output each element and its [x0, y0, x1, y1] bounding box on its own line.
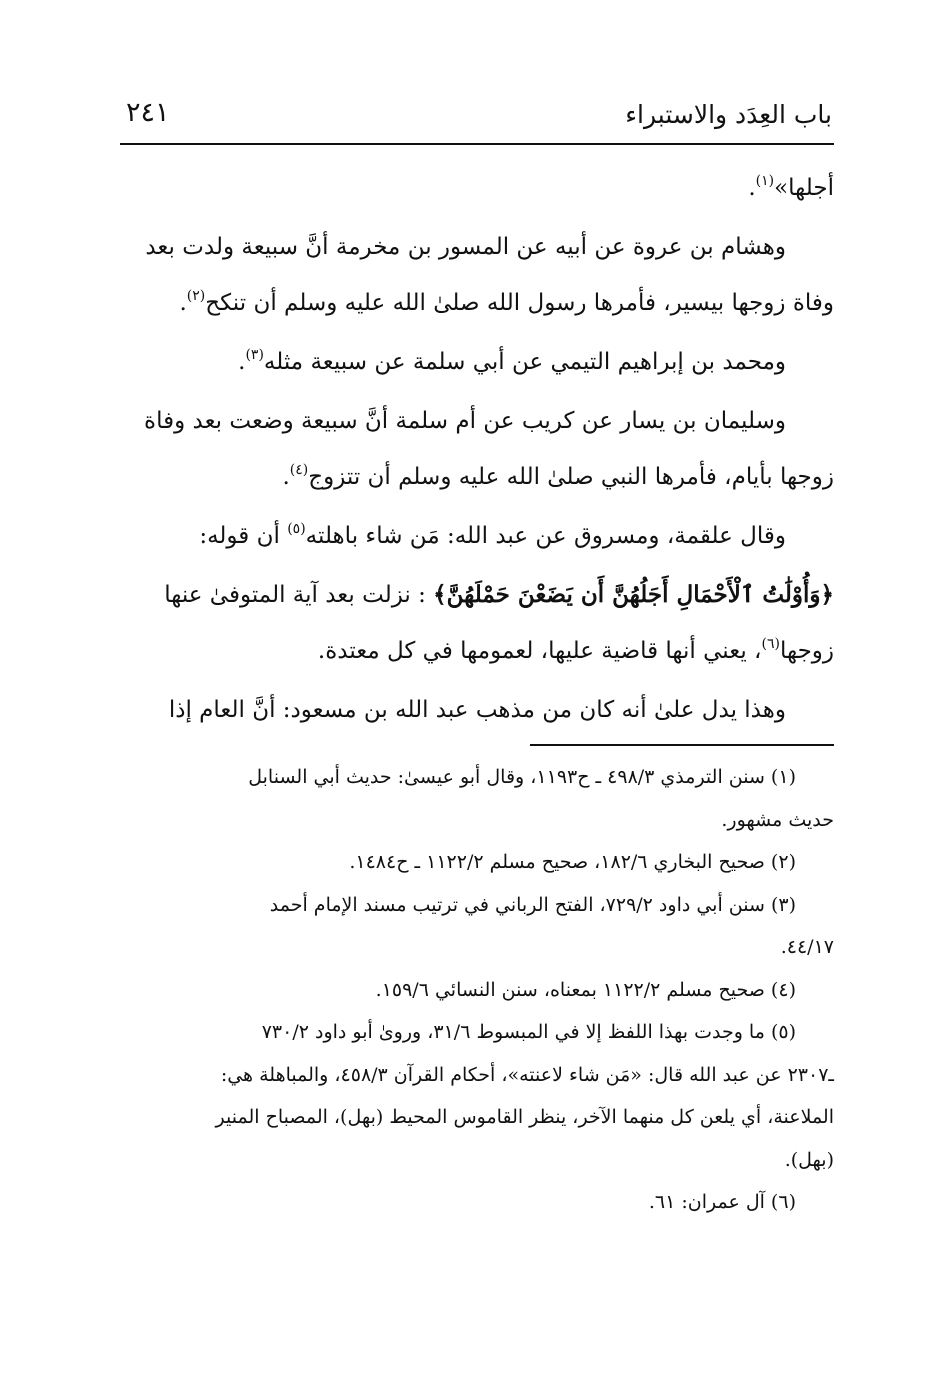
footnote-line: حديث مشهور.	[721, 808, 834, 831]
footnote-ref: (٥)	[287, 521, 306, 537]
footnote-line: (٦) آل عمران: ٦١.	[648, 1191, 796, 1213]
text-line: أجلها»$^{(١)}$.	[748, 173, 834, 201]
footnote-line: (١) سنن الترمذي ٤٩٨/٣ ـ ح١١٩٣، وقال أبو عيسىٰ: حديث أبي السنابل	[248, 766, 796, 788]
footnote-line: ٤٤/١٧.	[780, 936, 834, 958]
footnote-line: (٤) صحيح مسلم ١١٢٢/٢ بمعناه، سنن النسائي ١٥٩/٦.	[375, 978, 796, 1001]
footnote-line: (٥) ما وجدت بهذا اللفظ إلا في المبسوط ٣١/٦، وروىٰ أبو داود ٧٣٠/٢	[261, 1021, 796, 1043]
footnote-line: ـ٢٣٠٧ عن عبد الله قال: «مَن شاء لاعنته»، أحكام القرآن ٤٥٨/٣، والمباهلة هي:	[220, 1063, 834, 1086]
text-line: وهذا يدل علىٰ أنه كان من مذهب عبد الله بن مسعود: أنَّ العام إذا	[168, 697, 786, 723]
footnote-line: (٣) سنن أبي داود ٧٢٩/٢، الفتح الرباني في ترتيب مسند الإمام أحمد	[269, 893, 796, 916]
page-number: ٢٤١	[126, 97, 170, 128]
text-line: زوجها بأيام، فأمرها النبي صلىٰ الله عليه وسلم أن تتزوج$^{(٤)}$.	[282, 462, 834, 490]
footnotes	[118, 756, 834, 1224]
footnote-line: الملاعنة، أي يلعن كل منهما الآخر، ينظر القاموس المحيط (بهل)، المصباح المنير	[215, 1106, 834, 1128]
chapter-title: باب العِدَد والاستبراء	[625, 100, 832, 129]
header-divider	[120, 143, 834, 145]
running-header	[120, 96, 832, 142]
footnote-line: (٢) صحيح البخاري ١٨٢/٦، صحيح مسلم ١١٢٢/٢ ـ ح١٤٨٤.	[349, 851, 796, 873]
main-text	[118, 160, 834, 738]
footnote-divider	[530, 744, 834, 746]
footnote-ref: (٤)	[289, 462, 309, 478]
text-line: وفاة زوجها بيسير، فأمرها رسول الله صلىٰ الله عليه وسلم أن تنكح$^{(٢)}$.	[179, 288, 834, 316]
text-line: وقال علقمة، ومسروق عن عبد الله: مَن شاء باهلته$^{(٥)}$ أن قوله:	[199, 521, 786, 549]
text-line: ومحمد بن إبراهيم التيمي عن أبي سلمة عن سبيعة مثله$^{(٣)}$.	[238, 347, 786, 375]
footnote-ref: (٣)	[245, 347, 264, 363]
footnote-line: (بهل).	[784, 1148, 834, 1171]
text-line: وسليمان بن يسار عن كريب عن أم سلمة أنَّ سبيعة وضعت بعد وفاة	[144, 408, 786, 434]
footnote-ref: (٦)	[761, 636, 780, 652]
footnote-ref: (١)	[755, 173, 775, 189]
text-line: وهشام بن عروة عن أبيه عن المسور بن مخرمة أنَّ سبيعة ولدت بعد	[145, 234, 786, 260]
footnote-ref: (٢)	[186, 288, 206, 304]
quran-verse: ﴿وَأُوْلَٰتُ ٱلْأَحْمَالِ أَجَلُهُنَّ أَن يَضَعْنَ حَمْلَهُنَّ﴾	[433, 581, 834, 608]
text-line: زوجها$^{(٦)}$، يعني أنها قاضية عليها، لعمومها في كل معتدة.	[317, 636, 834, 664]
text-line: ﴿وَأُوْلَٰتُ ٱلْأَحْمَالِ أَجَلُهُنَّ أَن يَضَعْنَ حَمْلَهُنَّ﴾ : نزلت بعد آية المتوفىٰ عنها	[164, 581, 834, 608]
